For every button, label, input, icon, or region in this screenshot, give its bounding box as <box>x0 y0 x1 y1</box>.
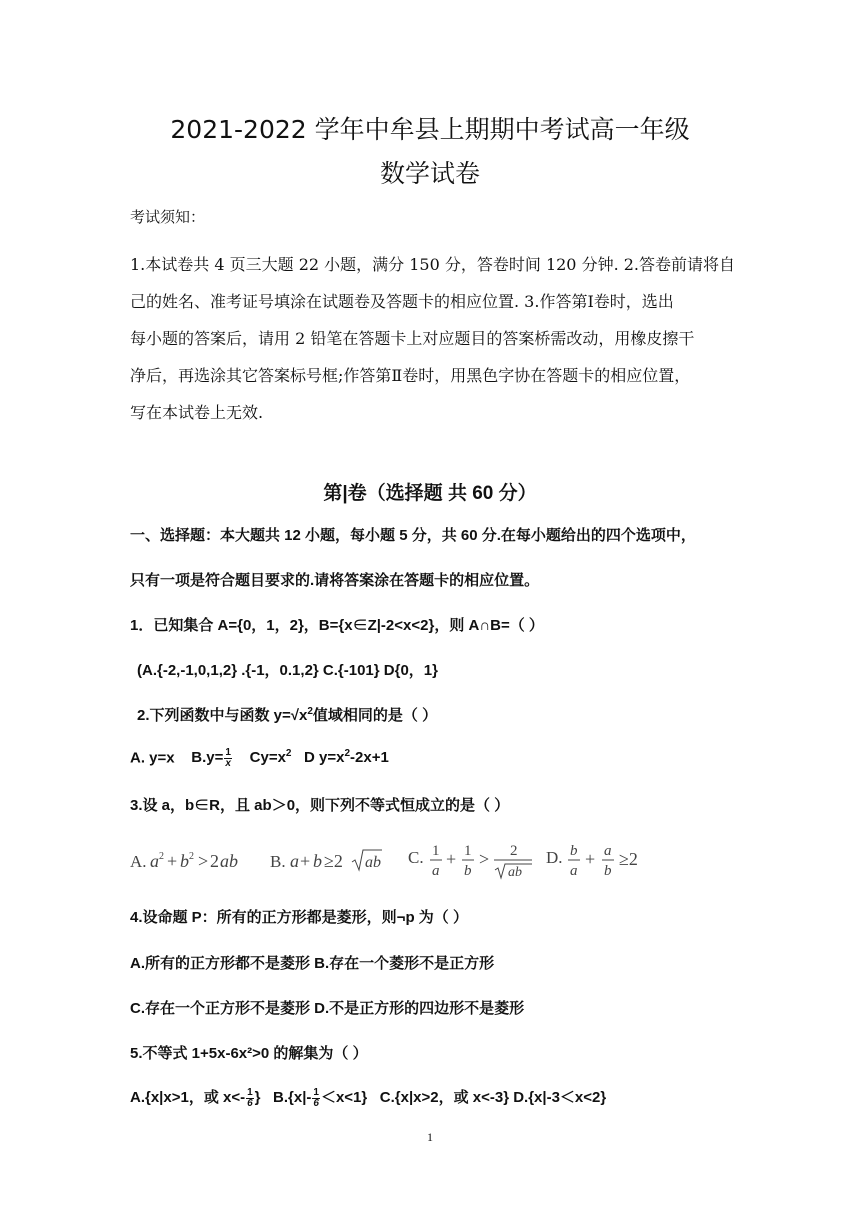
exam-title: 2021-2022 学年中牟县上期期中考试高一年级 <box>170 115 690 144</box>
svg-text:D.: D. <box>546 848 563 867</box>
question-5-stem: 5.不等式 1+5x-6x²>0 的解集为（ ） <box>130 1045 368 1062</box>
superscript: 2 <box>307 706 313 717</box>
notice-body <box>130 246 735 431</box>
notice-line: 净后，再选涂其它答案标号框;作答第Ⅱ卷时，用黑色字协在答题卡的相应位置， <box>130 366 691 385</box>
svg-text:a: a <box>290 851 299 871</box>
svg-text:1: 1 <box>432 843 440 859</box>
svg-text:2: 2 <box>510 843 518 859</box>
question-4-options-cd: C.存在一个正方形不是菱形 D.不是正方形的四边形不是菱形 <box>130 1000 525 1017</box>
svg-text:+: + <box>167 851 178 871</box>
fraction: $\frac{1}{6}$ <box>247 1086 253 1109</box>
question-1-options: (A.{-2,-1,0,1,2} .{-1，0.1,2} C.{-101} D{0，1} <box>137 662 438 679</box>
svg-text:>: > <box>479 849 490 869</box>
svg-text:a: a <box>432 863 440 879</box>
question-1-stem: 1．已知集合 A={0，1，2}，B={x∈Z|-2<x<2}，则 A∩B=（ ） <box>130 617 544 634</box>
svg-text:2: 2 <box>210 851 219 871</box>
svg-text:C.: C. <box>408 848 424 867</box>
option-d: D $y=x^2-2x+1$ <box>304 748 389 767</box>
notice-line: 1.本试卷共 4 页三大题 22 小题，满分 150 分，答卷时间 120 分钟. 2.答卷前请将自 <box>130 255 736 274</box>
svg-text:b: b <box>180 851 189 871</box>
question-2-options <box>130 748 389 769</box>
svg-text:+: + <box>300 851 311 871</box>
svg-text:b: b <box>464 863 472 879</box>
question-3-options-image <box>130 838 675 884</box>
option-c-d: C.{x|x>2，或 x<-3} D.{x|-3＜x<2} <box>379 1089 607 1106</box>
question-3-stem: 3.设 a，b∈R，且 ab＞0，则下列不等式恒成立的是（ ） <box>130 797 510 814</box>
question-2-stem-tail: 值域相同的是（ ） <box>312 707 438 724</box>
option-b: B.{x|- $\frac{1}{6}$ ＜x<1} <box>273 1086 368 1109</box>
svg-text:ab: ab <box>220 851 238 871</box>
svg-text:b: b <box>313 851 322 871</box>
svg-text:2: 2 <box>189 851 194 862</box>
question-5-options <box>130 1086 606 1109</box>
question-4-options-ab: A.所有的正方形都不是菱形 B.存在一个菱形不是正方形 <box>130 955 495 972</box>
exam-subtitle: 数学试卷 <box>379 159 480 188</box>
option-a: A.{x|x>1，或 x<- $\frac{1}{6}$ } <box>130 1086 261 1109</box>
fraction: $\frac{1}{x}$ <box>225 747 231 769</box>
notice-line: 写在本试卷上无效. <box>130 403 264 422</box>
svg-text:B.: B. <box>270 852 286 871</box>
notice-heading: 考试须知： <box>130 208 206 226</box>
option-c: $Cy=x^2$ <box>249 748 292 767</box>
notice-line: 每小题的答案后，请用 2 铅笔在答题卡上对应题目的答案桥需改动，用橡皮擦干 <box>130 329 695 348</box>
fraction: $\frac{1}{6}$ <box>313 1086 319 1109</box>
math-options-graphic <box>130 838 675 884</box>
svg-text:a: a <box>570 863 578 879</box>
page-number: 1 <box>427 1130 433 1144</box>
svg-text:2: 2 <box>159 851 164 862</box>
option-a: A. y=x <box>130 749 175 767</box>
svg-text:≥2: ≥2 <box>619 849 638 869</box>
svg-text:A.: A. <box>130 852 147 871</box>
svg-text:a: a <box>604 843 612 859</box>
svg-text:ab: ab <box>508 865 522 880</box>
svg-text:b: b <box>570 843 578 859</box>
svg-text:+: + <box>585 849 596 869</box>
svg-text:a: a <box>150 851 159 871</box>
svg-text:1: 1 <box>464 843 472 859</box>
question-2-stem <box>137 704 437 725</box>
question-2-stem-text: 2.下列函数中与函数 y=√x <box>137 707 308 724</box>
svg-text:>: > <box>198 851 209 871</box>
section-title: 第|卷（选择题 共 60 分） <box>323 483 537 504</box>
section-intro-line-1: 一、选择题：本大题共 12 小题，每小题 5 分，共 60 分.在每小题给出的四个选项中， <box>130 527 696 544</box>
option-b: B.y= $\frac{1}{x}$ <box>191 747 231 769</box>
svg-text:≥2: ≥2 <box>324 851 343 871</box>
svg-text:b: b <box>604 863 612 879</box>
notice-line: 己的姓名、准考证号填涂在试题卷及答题卡的相应位置. 3.作答第Ⅰ卷时，选出 <box>130 292 674 311</box>
question-4-stem: 4.设命题 P：所有的正方形都是菱形，则¬p 为（ ） <box>130 909 468 926</box>
svg-text:ab: ab <box>365 854 381 871</box>
section-intro-line-2: 只有一项是符合题目要求的.请将答案涂在答题卡的相应位置。 <box>130 572 540 589</box>
svg-text:+: + <box>446 849 457 869</box>
